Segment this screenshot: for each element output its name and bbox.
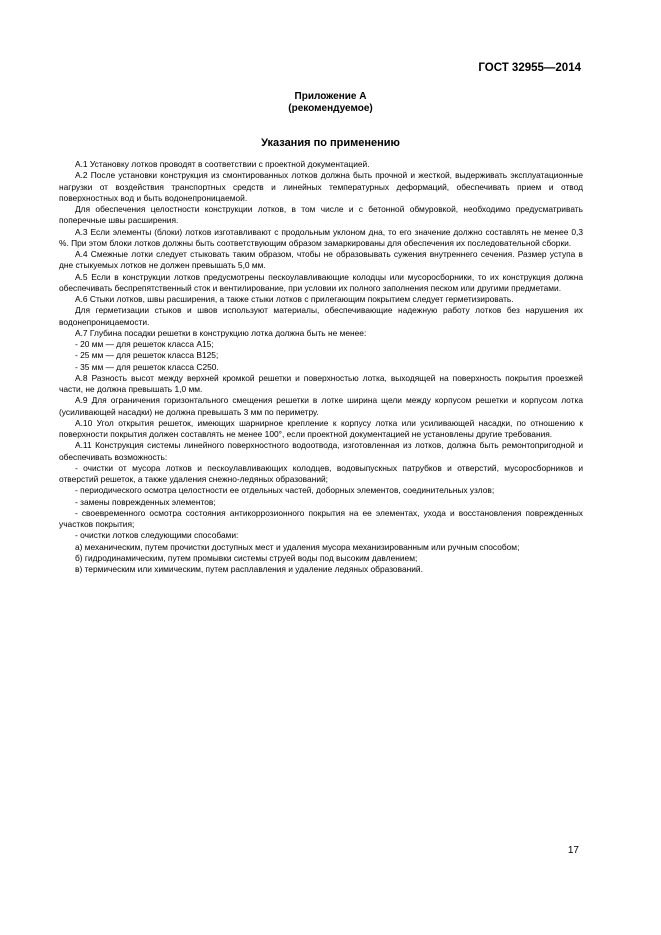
paragraph: А.7 Глубина посадки решетки в конструкцию лотка должна быть не менее: xyxy=(75,327,367,338)
paragraph: А.6 Стыки лотков, швы расширения, а также стыки лотков с прилегающим покрытием следует герметизировать. xyxy=(75,294,514,304)
list-item: - 35 мм — для решеток класса С250. xyxy=(75,361,219,372)
paragraph: А.2 После установки конструкция из смонтированных лотков должна быть прочной и жесткой, выдерживать эксплуатационные нагрузки от воздействия транспортных средств и линейных температурных деформаций, обеспечивать прием и отвод поверхностных вод и быть водонепроницаемой. xyxy=(59,170,583,203)
paragraph: А.3 Если элементы (блоки) лотков изготавливают с продольным уклоном дна, то его значение должно составлять не менее 0,3 %. При этом блоки лотков должны быть соответствующим образом замаркированы для обеспечения их последовательной сборки. xyxy=(59,226,583,248)
paragraph: А.5 Если в конструкции лотков предусмотрены пескоулавливающие колодцы или мусоросборники, то их конструкция должна обеспечивать беспрепятственный сток и вентилирование, при условии их полного заполнения песком или другими предметами. xyxy=(59,271,583,293)
paragraph: А.8 Разность высот между верхней кромкой решетки и поверхностью лотка, выходящей на поверхность покрытия проезжей части, не должна превышать 1,0 мм. xyxy=(59,372,583,394)
paragraph: Для герметизации стыков и швов используют материалы, обеспечивающие надежную работу лотков без нарушения их водонепроницаемости. xyxy=(59,305,583,327)
paragraph: А.4 Смежные лотки следует стыковать таким образом, чтобы не образовывать сужения внутреннего сечения. Размер уступа в дне стыкуемых лотков не должен превышать 5,0 мм. xyxy=(59,249,583,271)
list-item: - своевременного осмотра состояния антикоррозионного покрытия на ее элементах, ухода и восстановления поврежденных участков покрытия; xyxy=(59,507,583,529)
list-item: б) гидродинамическим, путем промывки системы струей воды под высоким давлением; xyxy=(75,552,418,563)
paragraph: А.9 Для ограничения горизонтального смещения решетки в лотке ширина щели между корпусом решетки и корпусом лотка (усиливающей насадки) не должна превышать 3 мм по периметру. xyxy=(59,395,583,417)
list-item: - периодического осмотра целостности ее отдельных частей, доборных элементов, соединительных узлов; xyxy=(75,485,495,496)
paragraph: А.10 Угол открытия решеток, имеющих шарнирное крепление к корпусу лотка или усиливающей насадки, по отношению к поверхности покрытия должен составлять не менее 100°, если проектной документацией не установлены другие требования. xyxy=(59,417,583,439)
page-number: 17 xyxy=(567,845,579,856)
annex-subtitle: (рекомендуемое) xyxy=(288,103,373,114)
list-item: а) механическим, путем прочистки доступных мест и удаления мусора механизированным или ручным способом; xyxy=(75,541,520,552)
list-item: - очистки лотков следующими способами: xyxy=(75,530,239,541)
annex-title: Приложение А xyxy=(294,91,367,102)
document-body xyxy=(59,159,583,575)
list-item: - замены поврежденных элементов; xyxy=(75,496,216,507)
annex-heading xyxy=(0,91,661,115)
document-header-code: ГОСТ 32955—2014 xyxy=(478,62,581,74)
list-item: - 25 мм — для решеток класса В125; xyxy=(75,350,219,361)
section-title: Указания по применению xyxy=(261,137,400,149)
paragraph: Для обеспечения целостности конструкции лотков, в том числе и с бетонной обмуровкой, необходимо предусматривать поперечные швы расширения. xyxy=(59,204,583,226)
list-item: - 20 мм — для решеток класса А15; xyxy=(75,339,214,349)
list-item: - очистки от мусора лотков и пескоулавливающих колодцев, водовыпускных патрубков и отверстий, мусоросборников и отверстий решеток, а также удаления снежно-ледяных образований; xyxy=(59,462,583,484)
list-item: в) термическим или химическим, путем расплавления и удаление ледяных образований. xyxy=(75,564,423,574)
paragraph: А.11 Конструкция системы линейного поверхностного водоотвода, изготовленная из лотков, должна быть ремонтопригодной и обеспечивать возможность: xyxy=(59,440,583,462)
paragraph: А.1 Установку лотков проводят в соответствии с проектной документацией. xyxy=(75,159,370,169)
